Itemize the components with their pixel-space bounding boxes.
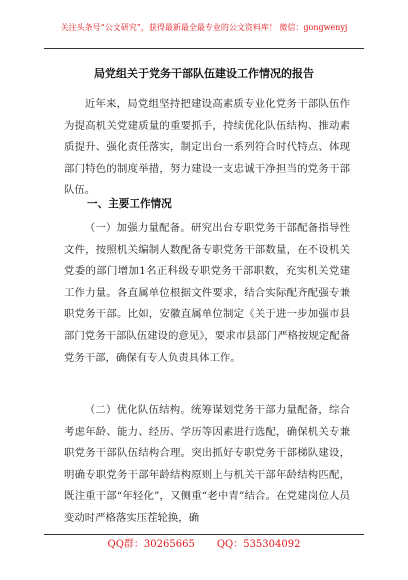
subsection-2-paragraph: （二）优化队伍结构。统筹谋划党务干部力量配备，综合考虑年龄、能力、经历、学历等因素进行选配，确保机关专兼职党务干部队伍结构合理。突出抓好专职党务干部梯队建设，明确专职党务干部年龄结构原则上与机关干部年龄结构匹配，既注重干部“年轻化”，又侧重“老中青”结合。在党建岗位人员变动时严格落实压茬轮换，确 bbox=[64, 404, 350, 524]
section-heading: 一、主要工作情况 bbox=[87, 198, 172, 210]
footer-qq: QQ：535304092 bbox=[216, 539, 301, 550]
footer-qq-group: QQ群：30265665 bbox=[107, 539, 195, 550]
subsection-1-paragraph: （一）加强力量配备。研究出台专职党务干部配备指导性文件，按照机关编制人数配备专职党务干部数量，在不设机关党委的部门增加1名正科级专职党务干部职数，充实机关党建工作力量。各直属单位根据文件要求，结合实际配齐配强专兼职党务干部。比如，安徽直属单位制定《关于进一步加强市县部门党务干部队伍建设的意见》，要求市县部门严格按规定配备党务干部，确保有专人负责具体工作。 bbox=[64, 222, 350, 364]
document-title: 局党组关于党务干部队伍建设工作情况的报告 bbox=[94, 67, 314, 80]
header-note: 关注头条号“公文研究”，获得最新最全最专业的公文资料库！ 微信：gongwenyj bbox=[60, 23, 348, 32]
intro-paragraph: 近年来，局党组坚持把建设高素质专业化党务干部队伍作为提高机关党建质量的重要抓手，持续优化队伍结构、推动素质提升、强化责任落实，制定出台一系列符合时代特点、体现部门特色的制度举措，努力建设一支忠诚干净担当的党务干部队伍。 bbox=[64, 98, 350, 197]
header-divider bbox=[44, 48, 364, 49]
footer-divider bbox=[44, 534, 364, 535]
footer bbox=[0, 538, 408, 552]
